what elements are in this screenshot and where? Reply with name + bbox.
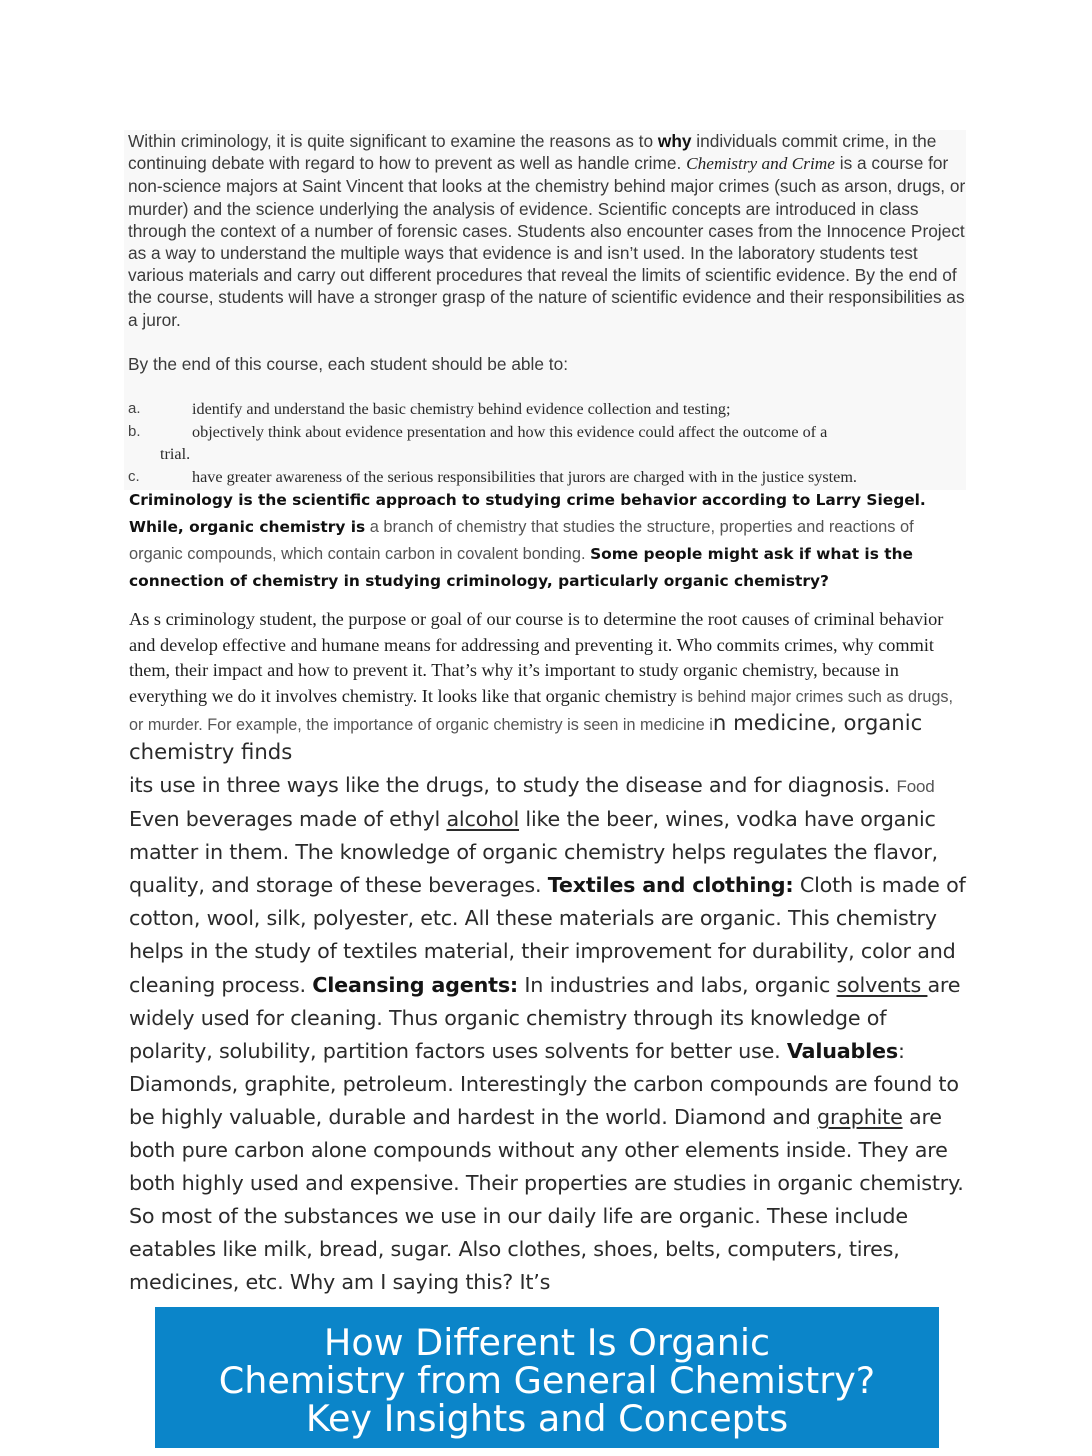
text-run: its use in three ways like the drugs, to study the disease and for diagnosis.: [129, 773, 897, 797]
text-run: individuals commit crime, in the continuing debate with regard to how to prevent as well as handle crime.: [128, 131, 937, 174]
text-run: is a course for non-science majors at Saint Vincent that looks at the chemistry behind major crimes (such as arson, drugs, or murder) and the science underlying the analysis of evidence. Scientific concepts are introduced in class through the context of a number of forensic cases. Students also encounter cases from the Innocence Project as a way to understand the multiple ways that evidence is and isn’t used. In the laboratory students test various materials and carry out different procedures that reveal the limits of scientific evidence. By the end of the course, students will have a stronger grasp of the nature of scientific evidence and their responsibilities as a juror.: [128, 153, 966, 330]
course-title: Chemistry and Crime: [686, 154, 835, 174]
criminology-definition-paragraph: [129, 487, 969, 595]
heading-cleansing-agents: Cleansing agents:: [312, 972, 519, 997]
text-run: are both pure carbon alone compounds without any other elements inside. They are both highly used and expensive. Their properties are studies in organic chemistry. So most of the substances we use in our daily life are organic. These include eatables like milk, bread, sugar. Also clothes, shoes, belts, computers, tires, medicines, etc. Why am I saying this? It’s: [129, 1104, 964, 1295]
heading-textiles: Textiles and clothing:: [547, 873, 794, 898]
banner-title-line: Key Insights and Concepts: [305, 1397, 789, 1440]
organic-chemistry-uses-paragraph: [129, 769, 971, 1300]
student-purpose-paragraph: [129, 607, 969, 766]
list-item-text: have greater awareness of the serious responsibilities that jurors are charged with in the justice system.: [192, 467, 857, 486]
text-run: Cloth is made of cotton, wool, silk, polyester, etc. All these materials are organic. This chemistry helps in the study of textiles material, their improvement for durability, color and cleaning process.: [129, 873, 966, 997]
text-run: Within criminology, it is quite significant to examine the reasons as to: [128, 131, 658, 151]
heading-valuables: Valuables: [786, 1038, 898, 1063]
bold-question: Some people might ask if what is the connection of chemistry in studying criminology, particularly organic chemistry?: [129, 545, 913, 590]
banner-title: [155, 1307, 939, 1438]
text-run: is behind major crimes such as drugs, or murder. For example, the importance of organic chemistry is seen in medicine i: [129, 687, 954, 734]
list-item-text: identify and understand the basic chemistry behind evidence collection and testing;: [192, 400, 731, 418]
list-item-text: objectively think about evidence presentation and how this evidence could affect the outcome of a: [192, 422, 828, 441]
text-run: are widely used for cleaning. Thus organic chemistry through its knowledge of polarity, solubility, partition factors uses solvents for better use.: [129, 972, 961, 1063]
objectives-list: [128, 398, 968, 488]
title-banner: [155, 1307, 939, 1448]
text-run: n medicine, organic chemistry finds: [129, 710, 923, 764]
list-marker: a.: [128, 400, 141, 417]
banner-title-line: How Different Is Organic: [323, 1321, 771, 1364]
text-run: like the beer, wines, vodka have organic matter in them. The knowledge of organic chemistry helps regulates the flavor, quality, and storage of these beverages.: [129, 807, 938, 898]
list-item: [128, 398, 968, 421]
text-run: : Diamonds, graphite, petroleum. Interestingly the carbon compounds are found to be highly valuable, durable and hardest in the world. Diamond and: [129, 1038, 959, 1129]
list-marker: b.: [128, 422, 141, 440]
list-item-continuation: trial.: [160, 445, 191, 463]
list-marker: c.: [128, 467, 140, 485]
link-graphite[interactable]: graphite: [817, 1104, 903, 1129]
list-item: [128, 421, 968, 466]
text-run: As s criminology student, the purpose or goal of our course is to determine the root causes of criminal behavior and develop effective and humane means for addressing and preventing it. Who commits crimes, why commit them, their impact and how to prevent it. That’s why it’s important to study organic chemistry, because in everything we do it involves chemistry. It looks like that organic chemistry: [129, 609, 944, 706]
course-description-paragraph: [124, 130, 966, 331]
objectives-intro: By the end of this course, each student should be able to:: [128, 353, 569, 374]
text-run: In industries and labs, organic: [518, 972, 837, 997]
text-run: a branch of chemistry that studies the structure, properties and reactions of organic compounds, which contain carbon in covalent bonding.: [129, 518, 914, 563]
heading-food: Food: [896, 777, 935, 796]
bold-run: Criminology is the scientific approach to studying crime behavior according to Larry Siegel. While, organic chemistry is: [129, 491, 926, 536]
text-run: Even beverages made of ethyl: [129, 807, 447, 832]
banner-title-line: Chemistry from General Chemistry?: [218, 1359, 876, 1402]
link-alcohol[interactable]: alcohol: [446, 807, 520, 832]
list-item: [128, 466, 968, 489]
link-solvents[interactable]: solvents: [836, 972, 928, 997]
emphasis-why: why: [657, 131, 692, 151]
